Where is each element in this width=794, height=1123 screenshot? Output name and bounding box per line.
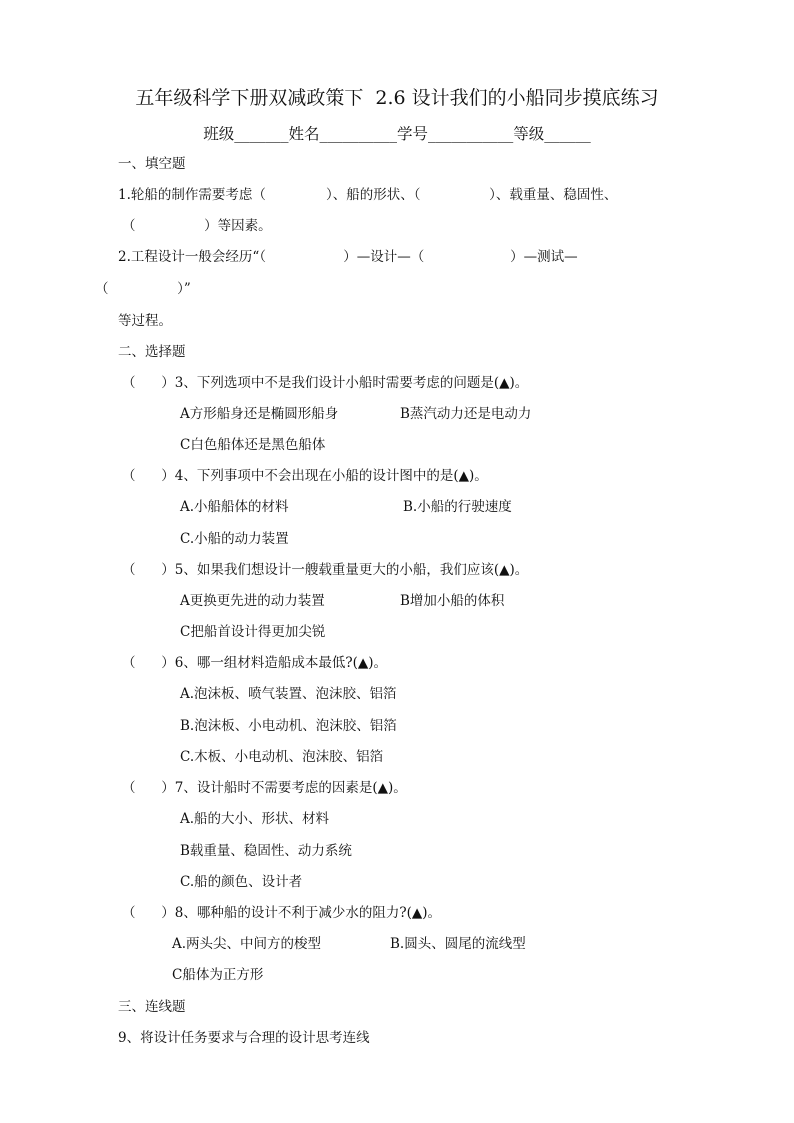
question-5-option-c: C把船首设计得更加尖锐 bbox=[180, 624, 326, 640]
question-1-line-2: （ ）等因素。 bbox=[122, 218, 272, 234]
question-2-line-2: （ ）” bbox=[95, 281, 191, 297]
question-4-stem: （ ）4、下列事项中不会出现在小船的设计图中的是(▲)。 bbox=[122, 468, 488, 484]
question-5-option-a: A更换更先进的动力装置 bbox=[180, 593, 325, 609]
page-title: 五年级科学下册双减政策下 2.6 设计我们的小船同步摸底练习 bbox=[135, 87, 659, 109]
question-5-option-b: B增加小船的体积 bbox=[400, 593, 505, 609]
question-7-option-a: A.船的大小、形状、材料 bbox=[180, 811, 330, 827]
question-1-line-1: 1.轮船的制作需要考虑（ ）、船的形状、（ ）、载重量、稳固性、 bbox=[118, 187, 618, 203]
question-5-stem: （ ）5、如果我们想设计一艘载重量更大的小船，我们应该(▲)。 bbox=[122, 562, 529, 578]
question-7-stem: （ ）7、设计船时不需要考虑的因素是(▲)。 bbox=[122, 780, 407, 796]
section-matching-heading: 三、连线题 bbox=[118, 999, 186, 1015]
question-6-stem: （ ）6、哪一组材料造船成本最低?(▲)。 bbox=[122, 655, 387, 671]
question-3-option-a: A方形船身还是椭圆形船身 bbox=[180, 406, 339, 422]
question-8-option-a: A.两头尖、中间方的梭型 bbox=[172, 936, 322, 952]
section-choice-heading: 二、选择题 bbox=[118, 344, 186, 360]
question-4-option-b: B.小船的行驶速度 bbox=[403, 499, 512, 515]
question-7-option-b: B载重量、稳固性、动力系统 bbox=[180, 843, 352, 859]
question-3-option-b: B蒸汽动力还是电动力 bbox=[400, 406, 532, 422]
question-6-option-a: A.泡沫板、喷气装置、泡沫胶、铝箔 bbox=[180, 686, 397, 702]
question-6-option-b: B.泡沫板、小电动机、泡沫胶、铝箔 bbox=[180, 718, 397, 734]
question-3-option-c: C白色船体还是黑色船体 bbox=[180, 437, 326, 453]
question-8-option-c: C船体为正方形 bbox=[172, 967, 264, 983]
question-6-option-c: C.木板、小电动机、泡沫胶、铝箔 bbox=[180, 749, 384, 765]
question-2-line-1: 2.工程设计一般会经历“（ ）—设计—（ ）—测试— bbox=[118, 249, 578, 265]
question-9-stem: 9、将设计任务要求与合理的设计思考连线 bbox=[118, 1030, 370, 1046]
question-7-option-c: C.船的颜色、设计者 bbox=[180, 874, 303, 890]
student-info-line: 班级_______姓名__________学号___________等级______ bbox=[203, 125, 591, 143]
question-4-option-a: A.小船船体的材料 bbox=[180, 499, 289, 515]
question-8-stem: （ ）8、哪种船的设计不利于减少水的阻力?(▲)。 bbox=[122, 905, 441, 921]
section-fill-heading: 一、填空题 bbox=[118, 156, 186, 172]
question-4-option-c: C.小船的动力装置 bbox=[180, 531, 289, 547]
question-3-stem: （ ）3、下列选项中不是我们设计小船时需要考虑的问题是(▲)。 bbox=[122, 375, 529, 391]
question-2-line-3: 等过程。 bbox=[118, 313, 172, 329]
question-8-option-b: B.圆头、圆尾的流线型 bbox=[390, 936, 526, 952]
